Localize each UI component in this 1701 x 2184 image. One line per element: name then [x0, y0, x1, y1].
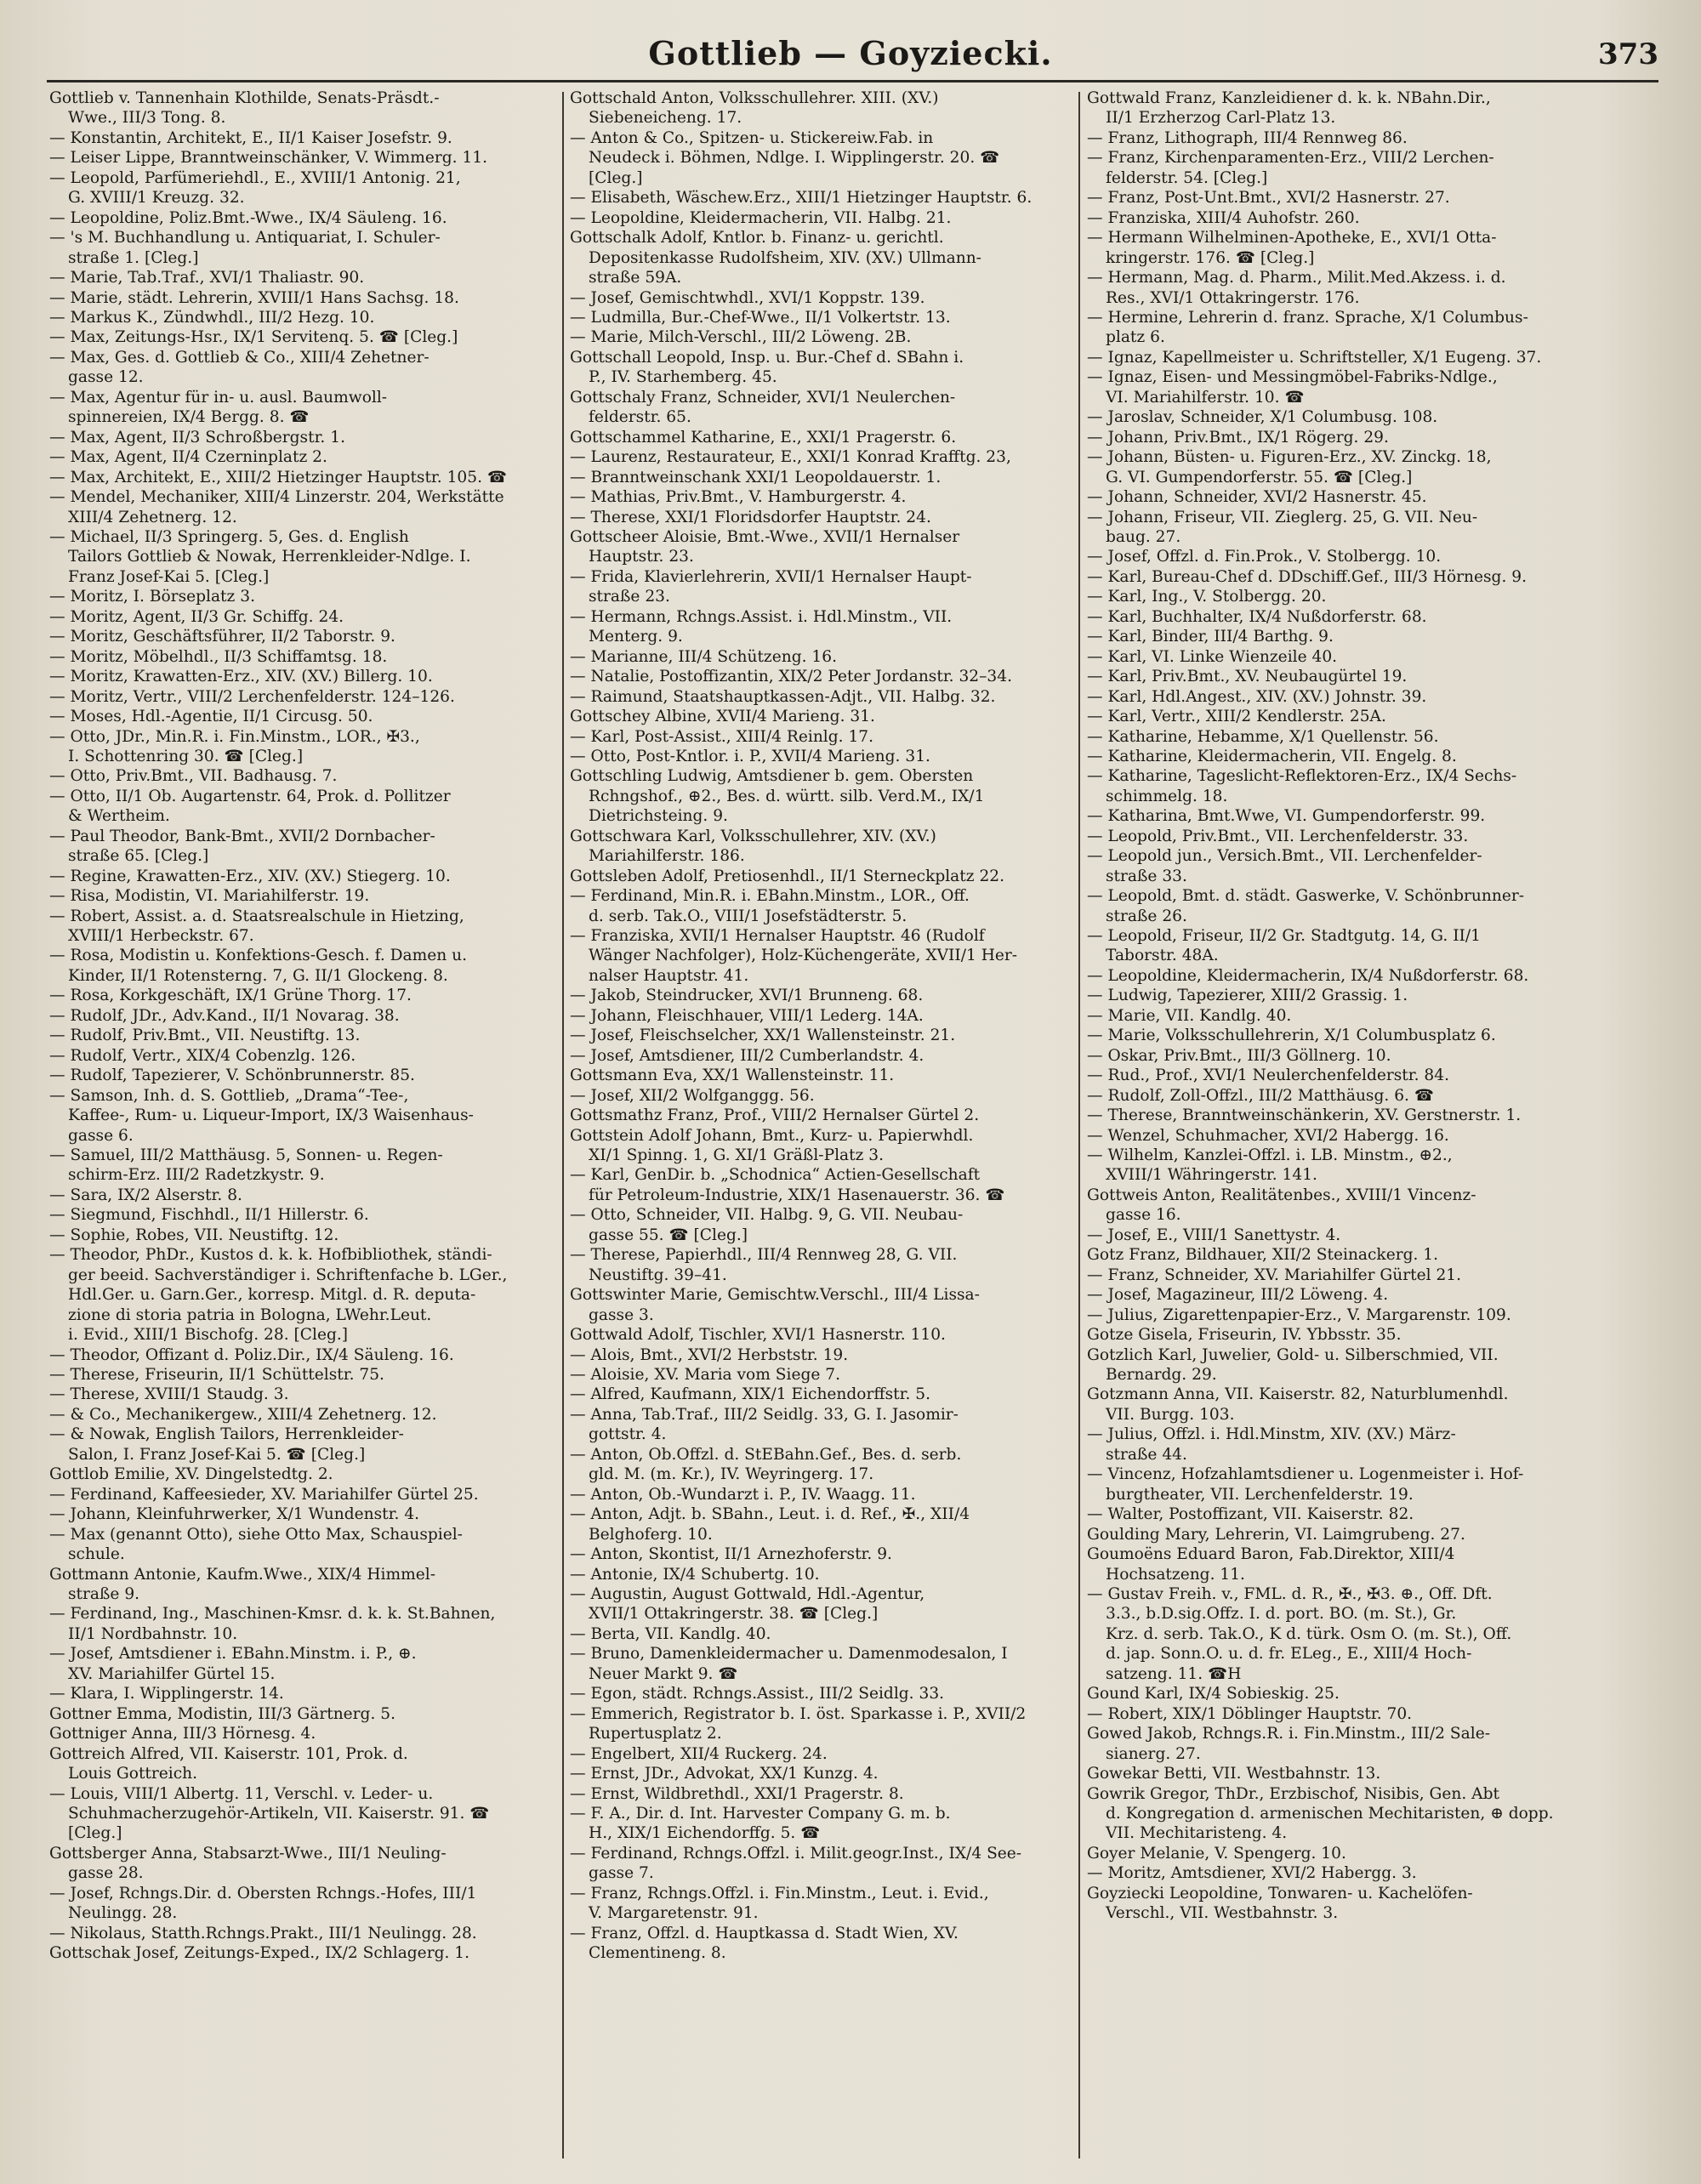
entry-line: — Otto, II/1 Ob. Augartenstr. 64, Prok. d. Pollitzer: [49, 787, 451, 805]
entry-line: — Karl, Ing., V. Stolbergg. 20.: [1087, 588, 1327, 606]
entry-line: — Julius, Zigarettenpapier-Erz., V. Margarenstr. 109.: [1087, 1305, 1511, 1324]
entry-line: — Josef, Offzl. d. Fin.Prok., V. Stolbergg. 10.: [1087, 548, 1442, 566]
entry-line: — Karl, Buchhalter, IX/4 Nußdorferstr. 68.: [1087, 607, 1427, 626]
entry-line: — Therese, Branntweinschänkerin, XV. Gerstnerstr. 1.: [1087, 1106, 1522, 1125]
entry-line: — Josef, XII/2 Wolfganggg. 56.: [570, 1086, 815, 1105]
entry-line: Siebeneicheng. 17.: [589, 109, 742, 128]
entry-line: — Risa, Modistin, VI. Mariahilferstr. 19.: [49, 887, 370, 906]
entry-line: P., IV. Starhemberg. 45.: [589, 368, 777, 387]
entry-line: — Josef, Gemischtwhdl., XVI/1 Koppstr. 139.: [570, 288, 925, 307]
column-right: [1087, 88, 1597, 2164]
entry-line: Goulding Mary, Lehrerin, VI. Laimgrubeng. 27.: [1087, 1525, 1465, 1544]
entry-line: — Johann, Fleischhauer, VIII/1 Lederg. 14A.: [570, 1006, 924, 1025]
entry-line: Hochsatzeng. 11.: [1106, 1565, 1245, 1584]
entry-line: V. Margaretenstr. 91.: [589, 1904, 759, 1923]
entry-line: gasse 7.: [589, 1864, 654, 1883]
entry-line: — Robert, XIX/1 Döblinger Hauptstr. 70.: [1087, 1704, 1413, 1723]
entry-line: — Moses, Hdl.-Agentie, II/1 Circusg. 50.: [49, 708, 373, 726]
entry-line: straße 9.: [68, 1584, 140, 1603]
entry-line: Gottschall Leopold, Insp. u. Bur.-Chef d. SBahn i.: [570, 348, 964, 367]
entry-line: — Ferdinand, Ing., Maschinen-Kmsr. d. k. k. St.Bahnen,: [49, 1605, 496, 1624]
entry-line: — Marie, VII. Kandlg. 40.: [1087, 1006, 1292, 1025]
entry-line: Louis Gottreich.: [68, 1765, 198, 1783]
entry-line: — Hermine, Lehrerin d. franz. Sprache, X/1 Columbus-: [1087, 308, 1528, 327]
entry-line: — Siegmund, Fischhdl., II/1 Hillerstr. 6.: [49, 1206, 369, 1225]
entry-line: Bernardg. 29.: [1106, 1366, 1217, 1384]
entry-line: — Theodor, Offizant d. Poliz.Dir., IX/4 Säuleng. 16.: [49, 1345, 454, 1364]
entry-line: — Marianne, III/4 Schützeng. 16.: [570, 647, 838, 666]
entry-line: — Franz, Post-Unt.Bmt., XVI/2 Hasnerstr. 27.: [1087, 189, 1450, 208]
entry-line: — Ludmilla, Bur.-Chef-Wwe., II/1 Volkertstr. 13.: [570, 308, 951, 327]
entry-line: — Hermann, Rchngs.Assist. i. Hdl.Minstm., VII.: [570, 607, 953, 626]
entry-line: Menterg. 9.: [589, 628, 683, 646]
entry-line: — Katharine, Tageslicht-Reflektoren-Erz., IX/4 Sechs-: [1087, 767, 1517, 786]
entry-line: platz 6.: [1106, 328, 1165, 347]
entry-line: — Sophie, Robes, VII. Neustiftg. 12.: [49, 1226, 339, 1244]
entry-line: — Ignaz, Eisen- und Messingmöbel-Fabriks-Ndlge.,: [1087, 368, 1498, 387]
entry-line: — Anton & Co., Spitzen- u. Stickereiw.Fab. in: [570, 128, 934, 147]
entry-line: — Jakob, Steindrucker, XVI/1 Brunneng. 68.: [570, 987, 924, 1005]
column-divider-right: [1078, 92, 1080, 2158]
entry-line: Goumoëns Eduard Baron, Fab.Direktor, XIII/4: [1087, 1545, 1455, 1564]
entry-line: II/1 Erzherzog Carl-Platz 13.: [1106, 109, 1336, 128]
entry-line: Goyziecki Leopoldine, Tonwaren- u. Kachelöfen-: [1087, 1884, 1473, 1902]
entry-line: Mariahilferstr. 186.: [589, 847, 745, 866]
entry-line: — Karl, GenDir. b. „Schodnica“ Actien-Gesellschaft: [570, 1166, 981, 1185]
entry-line: gasse 6.: [68, 1126, 134, 1145]
entry-line: — Therese, XVIII/1 Staudg. 3.: [49, 1385, 289, 1404]
entry-line: Gotzmann Anna, VII. Kaiserstr. 82, Naturblumenhdl.: [1087, 1385, 1509, 1404]
entry-line: Gowed Jakob, Rchngs.R. i. Fin.Minstm., III/2 Sale-: [1087, 1725, 1490, 1743]
page-number: 373: [1598, 37, 1658, 71]
entry-line: & Wertheim.: [68, 807, 170, 826]
entry-line: — Regine, Krawatten-Erz., XIV. (XV.) Stiegerg. 10.: [49, 867, 451, 885]
entry-line: kringerstr. 176. ☎ [Cleg.]: [1106, 248, 1315, 267]
entry-line: — Berta, VII. Kandlg. 40.: [570, 1624, 771, 1643]
entry-line: — Jaroslav, Schneider, X/1 Columbusg. 108.: [1087, 408, 1438, 427]
entry-line: Wänger Nachfolger), Holz-Küchengeräte, XVII/1 Her-: [589, 947, 1018, 965]
entry-line: — Karl, Bureau-Chef d. DDschiff.Gef., III/3 Hörnesg. 9.: [1087, 567, 1527, 586]
entry-line: — Wenzel, Schuhmacher, XVI/2 Habergg. 16.: [1087, 1126, 1449, 1145]
entry-line: — Otto, JDr., Min.R. i. Fin.Minstm., LOR., ✠3.,: [49, 727, 420, 746]
entry-line: Gottlob Emilie, XV. Dingelstedtg. 2.: [49, 1465, 333, 1484]
entry-line: — Ferdinand, Min.R. i. EBahn.Minstm., LOR., Off.: [570, 887, 970, 906]
entry-line: — Ferdinand, Kaffeesieder, XV. Mariahilfer Gürtel 25.: [49, 1485, 479, 1504]
entry-line: — Karl, Hdl.Angest., XIV. (XV.) Johnstr. 39.: [1087, 687, 1427, 706]
entry-line: Gottreich Alfred, VII. Kaiserstr. 101, Prok. d.: [49, 1744, 408, 1763]
entry-line: — Branntweinschank XXI/1 Leopoldauerstr. 1.: [570, 468, 942, 486]
entry-line: Depositenkasse Rudolfsheim, XIV. (XV.) Ullmann-: [589, 248, 981, 267]
entry-line: Gottwald Franz, Kanzleidiener d. k. k. NBahn.Dir.,: [1087, 89, 1491, 107]
entry-line: — Moritz, Agent, II/3 Gr. Schiffg. 24.: [49, 607, 344, 626]
entry-line: Gottner Emma, Modistin, III/3 Gärtnerg. 5.: [49, 1704, 396, 1723]
entry-line: gottstr. 4.: [589, 1425, 667, 1444]
entry-line: zione di storia patria in Bologna, LWehr.Leut.: [68, 1305, 432, 1324]
entry-line: G. XVIII/1 Kreuzg. 32.: [68, 189, 245, 208]
entry-line: — Moritz, Vertr., VIII/2 Lerchenfelderstr. 124–126.: [49, 687, 455, 706]
entry-line: — Moritz, Geschäftsführer, II/2 Taborstr. 9.: [49, 628, 395, 646]
entry-line: Gottlieb v. Tannenhain Klothilde, Senats-Präsdt.-: [49, 89, 440, 107]
entry-line: Gottschwara Karl, Volksschullehrer, XIV. (XV.): [570, 827, 936, 845]
entry-line: gasse 16.: [1106, 1206, 1181, 1225]
entry-line: — Anton, Skontist, II/1 Arnezhoferstr. 9.: [570, 1545, 892, 1564]
entry-line: Gottsberger Anna, Stabsarzt-Wwe., III/1 Neuling-: [49, 1844, 447, 1863]
entry-line: — Katharina, Bmt.Wwe, VI. Gumpendorferstr. 99.: [1087, 807, 1486, 826]
entry-line: — Wilhelm, Kanzlei-Offzl. i. LB. Minstm., ⊕2.,: [1087, 1146, 1453, 1165]
entry-line: — Augustin, August Gottwald, Hdl.-Agentur,: [570, 1584, 925, 1603]
entry-line: VII. Mechitaristeng. 4.: [1106, 1824, 1288, 1843]
entry-line: — Markus K., Zündwhdl., III/2 Hezg. 10.: [49, 308, 375, 327]
entry-line: Franz Josef-Kai 5. [Cleg.]: [68, 567, 270, 586]
entry-line: Gottsmann Eva, XX/1 Wallensteinstr. 11.: [570, 1066, 895, 1085]
entry-line: schirm-Erz. III/2 Radetzkystr. 9.: [68, 1166, 325, 1185]
entry-line: XVIII/1 Herbeckstr. 67.: [68, 927, 254, 946]
entry-line: — Marie, Volksschullehrerin, X/1 Columbusplatz 6.: [1087, 1027, 1496, 1045]
entry-line: Goyer Melanie, V. Spengerg. 10.: [1087, 1844, 1346, 1863]
entry-line: Salon, I. Franz Josef-Kai 5. ☎ [Cleg.]: [68, 1445, 366, 1464]
entry-line: gasse 28.: [68, 1864, 144, 1883]
entry-line: Gottsleben Adolf, Pretiosenhdl., II/1 Sterneckplatz 22.: [570, 867, 1005, 885]
entry-line: — Leiser Lippe, Branntweinschänker, V. Wimmerg. 11.: [49, 149, 488, 168]
entry-line: — Josef, Amtsdiener, III/2 Cumberlandstr. 4.: [570, 1046, 924, 1065]
entry-line: sianerg. 27.: [1106, 1744, 1201, 1763]
entry-line: — Mathias, Priv.Bmt., V. Hamburgerstr. 4.: [570, 488, 907, 507]
entry-line: — Moritz, I. Börseplatz 3.: [49, 588, 255, 606]
entry-line: Gottniger Anna, III/3 Hörnesg. 4.: [49, 1725, 316, 1743]
entry-line: — & Co., Mechanikergew., XIII/4 Zehetnerg. 12.: [49, 1405, 437, 1424]
entry-line: II/1 Nordbahnstr. 10.: [68, 1624, 238, 1643]
entry-line: Clementineng. 8.: [589, 1944, 726, 1963]
entry-line: straße 23.: [589, 588, 670, 606]
entry-line: Rchngshof., ⊕2., Bes. d. württ. silb. Verd.M., IX/1: [589, 787, 985, 805]
entry-line: gasse 12.: [68, 368, 144, 387]
entry-line: — Rudolf, Zoll-Offzl., III/2 Matthäusg. 6. ☎: [1087, 1086, 1434, 1105]
entry-line: XI/1 Spinng. 1, G. XI/1 Gräßl-Platz 3.: [589, 1146, 885, 1165]
entry-line: Gound Karl, IX/4 Sobieskig. 25.: [1087, 1685, 1340, 1703]
entry-line: — Max, Architekt, E., XIII/2 Hietzinger Hauptstr. 105. ☎: [49, 468, 508, 486]
entry-line: — Marie, städt. Lehrerin, XVIII/1 Hans Sachsg. 18.: [49, 288, 459, 307]
page-header: [0, 34, 1701, 85]
entry-line: straße 59A.: [589, 269, 682, 287]
entry-line: [Cleg.]: [68, 1824, 122, 1843]
entry-line: — Moritz, Amtsdiener, XVI/2 Habergg. 3.: [1087, 1864, 1417, 1883]
entry-line: — Otto, Schneider, VII. Halbg. 9, G. VII. Neubau-: [570, 1206, 964, 1225]
entry-line: — Ernst, Wildbrethdl., XXI/1 Pragerstr. 8.: [570, 1784, 904, 1803]
entry-line: ger beeid. Sachverständiger i. Schriftenfache b. LGer.,: [68, 1265, 508, 1284]
entry-line: — Leopold jun., Versich.Bmt., VII. Lerchenfelder-: [1087, 847, 1482, 866]
entry-line: XVIII/1 Währingerstr. 141.: [1106, 1166, 1317, 1185]
entry-line: — F. A., Dir. d. Int. Harvester Company G. m. b.: [570, 1804, 951, 1823]
entry-line: — Johann, Kleinfuhrwerker, X/1 Wundenstr. 4.: [49, 1505, 420, 1524]
entry-line: — Leopold, Parfümeriehdl., E., XVIII/1 Antonig. 21,: [49, 168, 461, 187]
entry-line: d. jap. Sonn.O. u. d. fr. ELeg., E., XIII/4 Hoch-: [1106, 1645, 1472, 1664]
entry-line: — Leopold, Bmt. d. städt. Gaswerke, V. Schönbrunner-: [1087, 887, 1524, 906]
entry-line: — Leopoldine, Poliz.Bmt.-Wwe., IX/4 Säuleng. 16.: [49, 208, 447, 227]
entry-line: gasse 55. ☎ [Cleg.]: [589, 1226, 748, 1244]
entry-line: XV. Mariahilfer Gürtel 15.: [68, 1664, 276, 1683]
entry-line: — Anton, Ob.Offzl. d. StEBahn.Gef., Bes. d. serb.: [570, 1445, 962, 1464]
entry-line: Gotz Franz, Bildhauer, XII/2 Steinackerg. 1.: [1087, 1246, 1439, 1265]
entry-line: — Rosa, Korkgeschäft, IX/1 Grüne Thorg. 17.: [49, 987, 412, 1005]
entry-line: H., XIX/1 Eichendorffg. 5. ☎: [589, 1824, 821, 1843]
entry-line: — Max, Agentur für in- u. ausl. Baumwoll-: [49, 388, 388, 407]
entry-line: — Max, Ges. d. Gottlieb & Co., XIII/4 Zehetner-: [49, 348, 430, 367]
entry-line: schule.: [68, 1545, 125, 1564]
entry-line: Gottschald Anton, Volksschullehrer. XIII. (XV.): [570, 89, 939, 107]
entry-line: schimmelg. 18.: [1106, 787, 1228, 805]
entry-line: — Julius, Offzl. i. Hdl.Minstm, XIV. (XV.) März-: [1087, 1425, 1456, 1444]
column-middle: [570, 88, 1084, 2164]
entry-line: — Leopold, Friseur, II/2 Gr. Stadtgutg. 14, G. II/1: [1087, 927, 1481, 946]
entry-line: straße 33.: [1106, 867, 1187, 885]
entry-line: Gottwald Adolf, Tischler, XVI/1 Hasnerstr. 110.: [570, 1326, 946, 1345]
entry-line: — Engelbert, XII/4 Ruckerg. 24.: [570, 1744, 828, 1763]
entry-line: — Franz, Kirchenparamenten-Erz., VIII/2 Lerchen-: [1087, 149, 1494, 168]
entry-line: — Bruno, Damenkleidermacher u. Damenmodesalon, I: [570, 1645, 1008, 1664]
entry-line: Hdl.Ger. u. Garn.Ger., korresp. Mitgl. d. R. deputa-: [68, 1286, 476, 1305]
entry-line: Hauptstr. 23.: [589, 548, 694, 566]
entry-line: — Karl, Binder, III/4 Barthg. 9.: [1087, 628, 1334, 646]
entry-line: — Max, Agent, II/3 Schroßbergstr. 1.: [49, 428, 345, 446]
entry-line: — Rudolf, Tapezierer, V. Schönbrunnerstr. 85.: [49, 1066, 415, 1085]
entry-line: — Therese, Friseurin, II/1 Schüttelstr. 75.: [49, 1366, 384, 1384]
running-head: Gottlieb — Goyziecki.: [648, 34, 1053, 72]
entry-line: — Paul Theodor, Bank-Bmt., XVII/2 Dornbacher-: [49, 827, 435, 845]
entry-line: — Therese, XXI/1 Floridsdorfer Hauptstr. 24.: [570, 508, 931, 526]
entry-line: — Katharine, Kleidermacherin, VII. Engelg. 8.: [1087, 747, 1457, 765]
entry-line: Rupertusplatz 2.: [589, 1725, 722, 1743]
entry-line: — Michael, II/3 Springerg. 5, Ges. d. English: [49, 527, 409, 546]
entry-line: — Therese, Papierhdl., III/4 Rennweg 28, G. VII.: [570, 1246, 958, 1265]
entry-line: baug. 27.: [1106, 527, 1181, 546]
entry-line: Belghoferg. 10.: [589, 1525, 713, 1544]
entry-line: — Franz, Rchngs.Offzl. i. Fin.Minstm., Leut. i. Evid.,: [570, 1884, 989, 1902]
entry-line: Schuhmacherzugehör-Artikeln, VII. Kaiserstr. 91. ☎: [68, 1804, 490, 1823]
entry-line: — Josef, Fleischselcher, XX/1 Wallensteinstr. 21.: [570, 1027, 956, 1045]
entry-line: — Rudolf, Priv.Bmt., VII. Neustiftg. 13.: [49, 1027, 361, 1045]
entry-line: — Karl, Priv.Bmt., XV. Neubaugürtel 19.: [1087, 668, 1408, 686]
entry-line: Verschl., VII. Westbahnstr. 3.: [1106, 1904, 1339, 1923]
entry-line: Gottswinter Marie, Gemischtw.Verschl., III/4 Lissa-: [570, 1286, 980, 1305]
entry-line: — Louis, VIII/1 Albertg. 11, Verschl. v. Leder- u.: [49, 1784, 434, 1803]
entry-line: — Otto, Priv.Bmt., VII. Badhausg. 7.: [49, 767, 338, 786]
entry-line: Tailors Gottlieb & Nowak, Herrenkleider-Ndlge. I.: [68, 548, 471, 566]
entry-line: — Franz, Lithograph, III/4 Rennweg 86.: [1087, 128, 1408, 147]
entry-line: — Josef, E., VIII/1 Sanettystr. 4.: [1087, 1226, 1341, 1244]
entry-line: VII. Burgg. 103.: [1106, 1405, 1235, 1424]
entry-line: Neuer Markt 9. ☎: [589, 1664, 738, 1683]
entry-line: — Leopoldine, Kleidermacherin, VII. Halbg. 21.: [570, 208, 952, 227]
entry-line: — Emmerich, Registrator b. I. öst. Sparkasse i. P., XVII/2: [570, 1704, 1027, 1723]
entry-line: — Leopold, Priv.Bmt., VII. Lerchenfelderstr. 33.: [1087, 827, 1469, 845]
entry-line: — Vincenz, Hofzahlamtsdiener u. Logenmeister i. Hof-: [1087, 1465, 1524, 1484]
entry-line: Neudeck i. Böhmen, Ndlge. I. Wipplingerstr. 20. ☎: [589, 149, 1000, 168]
entry-line: — & Nowak, English Tailors, Herrenkleider-: [49, 1425, 404, 1444]
entry-line: — Sara, IX/2 Alserstr. 8.: [49, 1186, 242, 1204]
entry-line: — Samson, Inh. d. S. Gottlieb, „Drama“-Tee-,: [49, 1086, 409, 1105]
entry-line: — Alfred, Kaufmann, XIX/1 Eichendorffstr. 5.: [570, 1385, 931, 1404]
entry-line: Wwe., III/3 Tong. 8.: [68, 109, 226, 128]
entry-line: — Ferdinand, Rchngs.Offzl. i. Milit.geogr.Inst., IX/4 See-: [570, 1844, 1022, 1863]
entry-line: — Klara, I. Wipplingerstr. 14.: [49, 1685, 284, 1703]
entry-line: straße 44.: [1106, 1445, 1187, 1464]
entry-line: Gowrik Gregor, ThDr., Erzbischof, Nisibis, Gen. Abt: [1087, 1784, 1499, 1803]
entry-line: Gottschalk Adolf, Kntlor. b. Finanz- u. gerichtl.: [570, 229, 944, 247]
column-left: [49, 88, 563, 2164]
entry-line: — Karl, VI. Linke Wienzeile 40.: [1087, 647, 1338, 666]
entry-line: Taborstr. 48A.: [1106, 947, 1219, 965]
entry-line: — Marie, Milch-Verschl., III/2 Löweng. 2B.: [570, 328, 912, 347]
entry-line: Gottscheer Aloisie, Bmt.-Wwe., XVII/1 Hernalser: [570, 527, 960, 546]
entry-line: — Hermann, Mag. d. Pharm., Milit.Med.Akzess. i. d.: [1087, 269, 1506, 287]
entry-line: d. serb. Tak.O., VIII/1 Josefstädterstr. 5.: [589, 907, 907, 925]
entry-line: — Frida, Klavierlehrerin, XVII/1 Hernalser Haupt-: [570, 567, 972, 586]
entry-line: — Anton, Adjt. b. SBahn., Leut. i. d. Ref., ✠., XII/4: [570, 1505, 970, 1524]
entry-line: — Ernst, JDr., Advokat, XX/1 Kunzg. 4.: [570, 1765, 879, 1783]
entry-line: — Katharine, Hebamme, X/1 Quellenstr. 56.: [1087, 727, 1439, 746]
entry-line: — Johann, Friseur, VII. Zieglerg. 25, G. VII. Neu-: [1087, 508, 1478, 526]
entry-line: — Karl, Post-Assist., XIII/4 Reinlg. 17.: [570, 727, 874, 746]
entry-line: Gottschling Ludwig, Amtsdiener b. gem. Obersten: [570, 767, 974, 786]
entry-line: satzeng. 11. ☎H: [1106, 1664, 1242, 1683]
entry-line: für Petroleum-Industrie, XIX/1 Hasenauerstr. 36. ☎: [589, 1186, 1005, 1204]
entry-line: — Rudolf, Vertr., XIX/4 Cobenzlg. 126.: [49, 1046, 356, 1065]
entry-line: — 's M. Buchhandlung u. Antiquariat, I. Schuler-: [49, 229, 441, 247]
entry-line: — Antonie, IX/4 Schubertg. 10.: [570, 1565, 820, 1584]
column-divider-left: [562, 92, 564, 2158]
entry-line: — Franziska, XIII/4 Auhofstr. 260.: [1087, 208, 1360, 227]
entry-line: — Ludwig, Tapezierer, XIII/2 Grassig. 1.: [1087, 987, 1408, 1005]
entry-line: nalser Hauptstr. 41.: [589, 966, 749, 985]
entry-line: — Elisabeth, Wäschew.Erz., XIII/1 Hietzinger Hauptstr. 6.: [570, 189, 1033, 208]
entry-line: — Theodor, PhDr., Kustos d. k. k. Hofbibliothek, ständi-: [49, 1246, 492, 1265]
entry-line: gasse 3.: [589, 1305, 654, 1324]
entry-line: Gottschaly Franz, Schneider, XVI/1 Neulerchen-: [570, 388, 956, 407]
entry-line: burgtheater, VII. Lerchenfelderstr. 19.: [1106, 1485, 1414, 1504]
entry-line: — Laurenz, Restaurateur, E., XXI/1 Konrad Krafftg. 23,: [570, 448, 1011, 467]
entry-line: — Natalie, Postoffizantin, XIX/2 Peter Jordanstr. 32–34.: [570, 668, 1013, 686]
entry-line: XIII/4 Zehetnerg. 12.: [68, 508, 237, 526]
entry-line: — Hermann Wilhelminen-Apotheke, E., XVI/1 Otta-: [1087, 229, 1497, 247]
entry-line: — Alois, Bmt., XVI/2 Herbststr. 19.: [570, 1345, 849, 1364]
entry-line: Gowekar Betti, VII. Westbahnstr. 13.: [1087, 1765, 1381, 1783]
entry-line: [Cleg.]: [589, 168, 643, 187]
entry-line: — Oskar, Priv.Bmt., III/3 Göllnerg. 10.: [1087, 1046, 1391, 1065]
entry-line: d. Kongregation d. armenischen Mechitaristen, ⊕ dopp.: [1106, 1804, 1554, 1823]
entry-line: — Josef, Rchngs.Dir. d. Obersten Rchngs.-Hofes, III/1: [49, 1884, 477, 1902]
entry-line: — Johann, Büsten- u. Figuren-Erz., XV. Zinckg. 18,: [1087, 448, 1492, 467]
entry-line: G. VI. Gumpendorferstr. 55. ☎ [Cleg.]: [1106, 468, 1413, 486]
entry-line: — Konstantin, Architekt, E., II/1 Kaiser Josefstr. 9.: [49, 128, 452, 147]
entry-line: — Nikolaus, Statth.Rchngs.Prakt., III/1 Neulingg. 28.: [49, 1924, 477, 1942]
entry-line: — Johann, Priv.Bmt., IX/1 Rögerg. 29.: [1087, 428, 1389, 446]
entry-line: — Robert, Assist. a. d. Staatsrealschule in Hietzing,: [49, 907, 464, 925]
entry-line: VI. Mariahilferstr. 10. ☎: [1106, 388, 1305, 407]
entry-line: Gottschey Albine, XVII/4 Marieng. 31.: [570, 708, 875, 726]
entry-line: — Josef, Magazineur, III/2 Löweng. 4.: [1087, 1286, 1389, 1305]
entry-line: — Samuel, III/2 Matthäusg. 5, Sonnen- u. Regen-: [49, 1146, 443, 1165]
entry-line: — Franz, Schneider, XV. Mariahilfer Gürtel 21.: [1087, 1265, 1462, 1284]
entry-line: Krz. d. serb. Tak.O., K d. türk. Osm O. (m. St.), Off.: [1106, 1624, 1512, 1643]
entry-line: straße 65. [Cleg.]: [68, 847, 209, 866]
entry-line: Gottstein Adolf Johann, Bmt., Kurz- u. Papierwhdl.: [570, 1126, 974, 1145]
entry-line: — Moritz, Möbelhdl., II/3 Schiffamtsg. 18.: [49, 647, 388, 666]
header-rule: [47, 80, 1658, 82]
entry-line: — Johann, Schneider, XVI/2 Hasnerstr. 45.: [1087, 488, 1427, 507]
entry-line: — Otto, Post-Kntlor. i. P., XVII/4 Marieng. 31.: [570, 747, 930, 765]
entry-line: Neustiftg. 39–41.: [589, 1265, 727, 1284]
entry-line: straße 1. [Cleg.]: [68, 248, 199, 267]
entry-line: 3.3., b.D.sig.Offz. I. d. port. BO. (m. St.), Gr.: [1106, 1605, 1457, 1624]
entry-line: i. Evid., XIII/1 Bischofg. 28. [Cleg.]: [68, 1326, 349, 1345]
entry-line: — Franziska, XVII/1 Hernalser Hauptstr. 46 (Rudolf: [570, 927, 985, 946]
entry-line: straße 26.: [1106, 907, 1187, 925]
entry-line: I. Schottenring 30. ☎ [Cleg.]: [68, 747, 304, 765]
entry-line: — Rosa, Modistin u. Konfektions-Gesch. f. Damen u.: [49, 947, 468, 965]
entry-line: — Anton, Ob.-Wundarzt i. P., IV. Waagg. 11.: [570, 1485, 916, 1504]
entry-line: Gottweis Anton, Realitätenbes., XVIII/1 Vincenz-: [1087, 1186, 1476, 1204]
entry-line: — Rud., Prof., XVI/1 Neulerchenfelderstr. 84.: [1087, 1066, 1450, 1085]
entry-line: Gotzlich Karl, Juwelier, Gold- u. Silberschmied, VII.: [1087, 1345, 1499, 1364]
entry-line: — Max (genannt Otto), siehe Otto Max, Schauspiel-: [49, 1525, 463, 1544]
entry-line: — Mendel, Mechaniker, XIII/4 Linzerstr. 204, Werkstätte: [49, 488, 504, 507]
entry-line: Dietrichsteing. 9.: [589, 807, 728, 826]
entry-line: — Max, Agent, II/4 Czerninplatz 2.: [49, 448, 327, 467]
entry-line: — Karl, Vertr., XIII/2 Kendlerstr. 25A.: [1087, 708, 1386, 726]
entry-line: — Anna, Tab.Traf., III/2 Seidlg. 33, G. I. Jasomir-: [570, 1405, 959, 1424]
entry-line: — Egon, städt. Rchngs.Assist., III/2 Seidlg. 33.: [570, 1685, 945, 1703]
entry-line: felderstr. 54. [Cleg.]: [1106, 168, 1268, 187]
entry-line: Kinder, II/1 Rotensterng. 7, G. II/1 Glockeng. 8.: [68, 966, 448, 985]
entry-line: Res., XVI/1 Ottakringerstr. 176.: [1106, 288, 1360, 307]
entry-line: Kaffee-, Rum- u. Liqueur-Import, IX/3 Waisenhaus-: [68, 1106, 474, 1125]
entry-line: — Ignaz, Kapellmeister u. Schriftsteller, X/1 Eugeng. 37.: [1087, 348, 1542, 367]
entry-line: Gotze Gisela, Friseurin, IV. Ybbsstr. 35.: [1087, 1326, 1402, 1345]
entry-line: — Max, Zeitungs-Hsr., IX/1 Servitenq. 5. ☎ [Cleg.]: [49, 328, 458, 347]
entry-line: Gottschammel Katharine, E., XXI/1 Pragerstr. 6.: [570, 428, 957, 446]
entry-line: Neulingg. 28.: [68, 1904, 178, 1923]
entry-line: — Moritz, Krawatten-Erz., XIV. (XV.) Billerg. 10.: [49, 668, 433, 686]
entry-line: Gottsmathz Franz, Prof., VIII/2 Hernalser Gürtel 2.: [570, 1106, 980, 1125]
entry-line: — Josef, Amtsdiener i. EBahn.Minstm. i. P., ⊕.: [49, 1645, 417, 1664]
entry-line: spinnereien, IX/4 Bergg. 8. ☎: [68, 408, 310, 427]
entry-line: XVII/1 Ottakringerstr. 38. ☎ [Cleg.]: [589, 1605, 879, 1624]
entry-line: — Leopoldine, Kleidermacherin, IX/4 Nußdorferstr. 68.: [1087, 966, 1529, 985]
entry-line: — Gustav Freih. v., FML. d. R., ✠., ✠3. ⊕., Off. Dft.: [1087, 1584, 1493, 1603]
entry-line: felderstr. 65.: [589, 408, 691, 427]
entry-line: — Rudolf, JDr., Adv.Kand., II/1 Novarag. 38.: [49, 1006, 400, 1025]
entry-line: Gottschak Josef, Zeitungs-Exped., IX/2 Schlagerg. 1.: [49, 1944, 470, 1963]
entry-line: Gottmann Antonie, Kaufm.Wwe., XIX/4 Himmel-: [49, 1565, 436, 1584]
entry-line: — Walter, Postoffizant, VII. Kaiserstr. 82.: [1087, 1505, 1414, 1524]
entry-line: — Marie, Tab.Traf., XVI/1 Thaliastr. 90.: [49, 269, 365, 287]
entry-line: — Raimund, Staatshauptkassen-Adjt., VII. Halbg. 32.: [570, 687, 996, 706]
entry-line: gld. M. (m. Kr.), IV. Weyringerg. 17.: [589, 1465, 874, 1484]
entry-line: — Aloisie, XV. Maria vom Siege 7.: [570, 1366, 841, 1384]
entry-line: — Franz, Offzl. d. Hauptkassa d. Stadt Wien, XV.: [570, 1924, 959, 1942]
